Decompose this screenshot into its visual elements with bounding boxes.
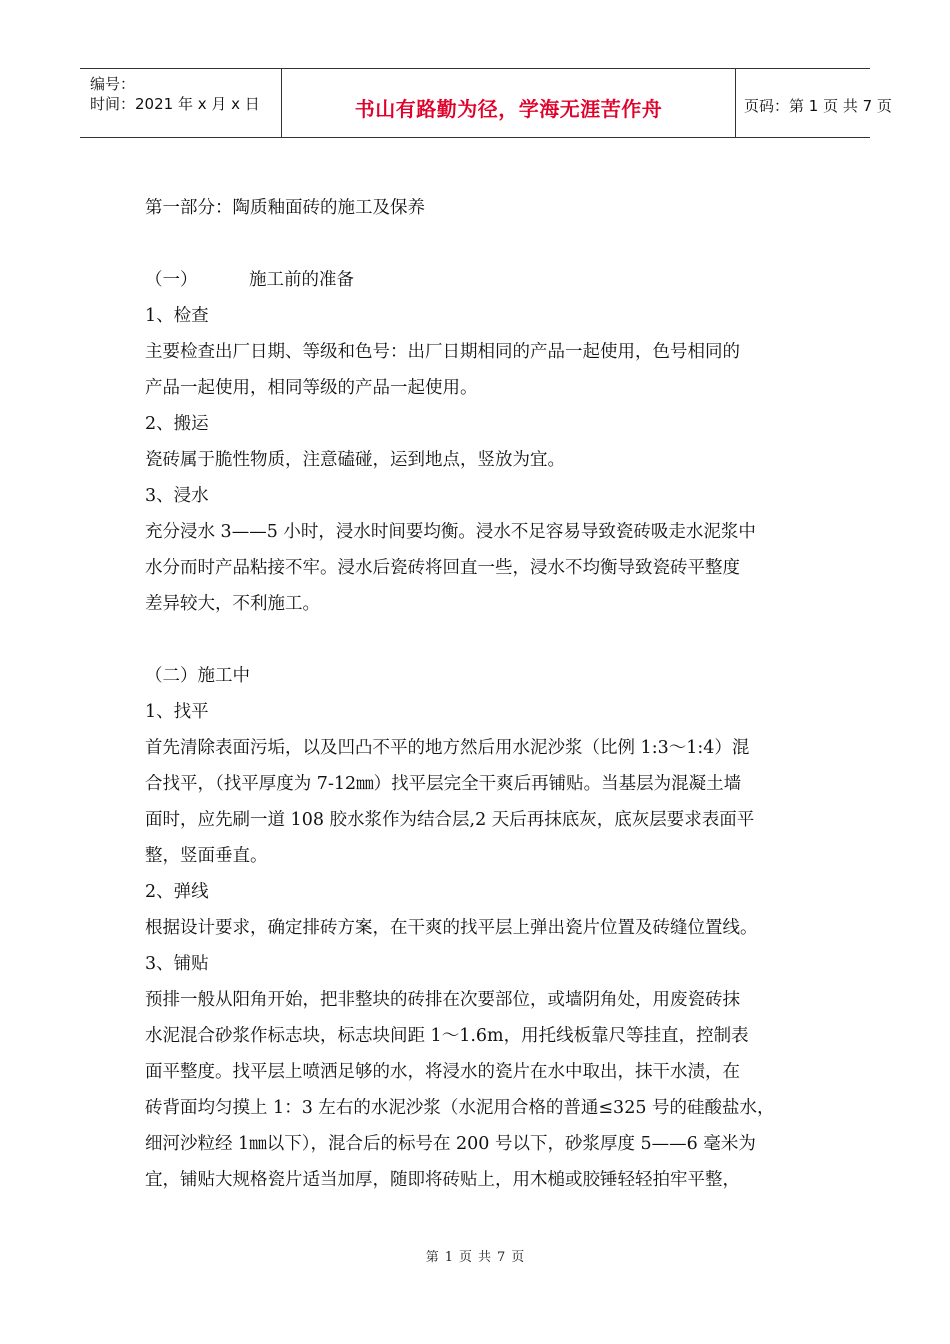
paragraph-line: 水泥混合砂浆作标志块，标志块间距 1～1.6m，用托线板靠尺等挂直，控制表 xyxy=(145,1026,749,1046)
paragraph-line: 水分而时产品粘接不牢。浸水后瓷砖将回直一些，浸水不均衡导致瓷砖平整度 xyxy=(145,558,740,578)
header-page-code: 页码：第 1 页 共 7 页 xyxy=(744,97,892,115)
paragraph-line: 充分浸水 3——5 小时，浸水时间要均衡。浸水不足容易导致瓷砖吸走水泥浆中 xyxy=(145,522,756,542)
subheading-transport: 2、搬运 xyxy=(145,414,209,434)
footer-ye: 页 xyxy=(511,1250,525,1265)
header-page-cell xyxy=(735,69,892,137)
section-heading-1-number: （一） xyxy=(145,270,198,290)
paragraph-line: 根据设计要求，确定排砖方案，在干爽的找平层上弹出瓷片位置及砖缝位置线。 xyxy=(145,918,758,938)
document-number-label: 编号： xyxy=(90,75,136,93)
paragraph-line: 主要检查出厂日期、等级和色号：出厂日期相同的产品一起使用，色号相同的 xyxy=(145,342,740,362)
paragraph-line: 宜，铺贴大规格瓷片适当加厚，随即将砖贴上，用木槌或胶锤轻轻拍牢平整， xyxy=(145,1170,740,1190)
footer-di: 第 xyxy=(425,1250,439,1265)
section-heading-1: 施工前的准备 xyxy=(249,270,354,290)
subheading-inspect: 1、检查 xyxy=(145,306,209,326)
footer-gong: 共 xyxy=(478,1250,492,1265)
document-date-label: 时间：2021 年 x 月 x 日 xyxy=(90,95,260,113)
subheading-soak: 3、浸水 xyxy=(145,486,209,506)
paragraph-line: 砖背面均匀摸上 1：3 左右的水泥沙浆（水泥用合格的普通≤325 号的硅酸盐水， xyxy=(145,1098,775,1118)
subheading-marking: 2、弹线 xyxy=(145,882,209,902)
header-motto: 书山有路勤为径，学海无涯苦作舟 xyxy=(354,97,663,121)
footer-page-number: 1 xyxy=(444,1250,453,1265)
paragraph-line: 瓷砖属于脆性物质，注意磕碰，运到地点，竖放为宜。 xyxy=(145,450,565,470)
paragraph-line: 产品一起使用，相同等级的产品一起使用。 xyxy=(145,378,478,398)
header-motto-cell xyxy=(281,69,736,137)
paragraph-line: 整，竖面垂直。 xyxy=(145,846,268,866)
header-meta-cell xyxy=(80,69,281,137)
section-heading-2: （二）施工中 xyxy=(145,666,250,686)
paragraph-line: 合找平，（找平厚度为 7-12㎜）找平层完全干爽后再铺贴。当基层为混凝土墙 xyxy=(145,774,742,794)
footer-ye: 页 xyxy=(458,1250,472,1265)
paragraph-line: 差异较大，不利施工。 xyxy=(145,594,320,614)
subheading-laying: 3、铺贴 xyxy=(145,954,209,974)
part-title: 第一部分：陶质釉面砖的施工及保养 xyxy=(145,198,425,218)
page-header-table xyxy=(80,68,892,138)
paragraph-line: 面平整度。找平层上喷洒足够的水，将浸水的瓷片在水中取出，抹干水渍，在 xyxy=(145,1062,740,1082)
page-footer xyxy=(0,1246,950,1265)
paragraph-line: 面时，应先刷一道 108 胶水浆作为结合层,2 天后再抹底灰，底灰层要求表面平 xyxy=(145,810,755,830)
footer-total-pages: 7 xyxy=(497,1250,506,1265)
paragraph-line: 细河沙粒经 1㎜以下），混合后的标号在 200 号以下，砂浆厚度 5——6 毫米为 xyxy=(145,1134,756,1154)
subheading-level: 1、找平 xyxy=(145,702,209,722)
paragraph-line: 首先清除表面污垢，以及凹凸不平的地方然后用水泥沙浆（比例 1:3～1:4）混 xyxy=(145,738,750,758)
paragraph-line: 预排一般从阳角开始，把非整块的砖排在次要部位，或墙阴角处，用废瓷砖抹 xyxy=(145,990,740,1010)
